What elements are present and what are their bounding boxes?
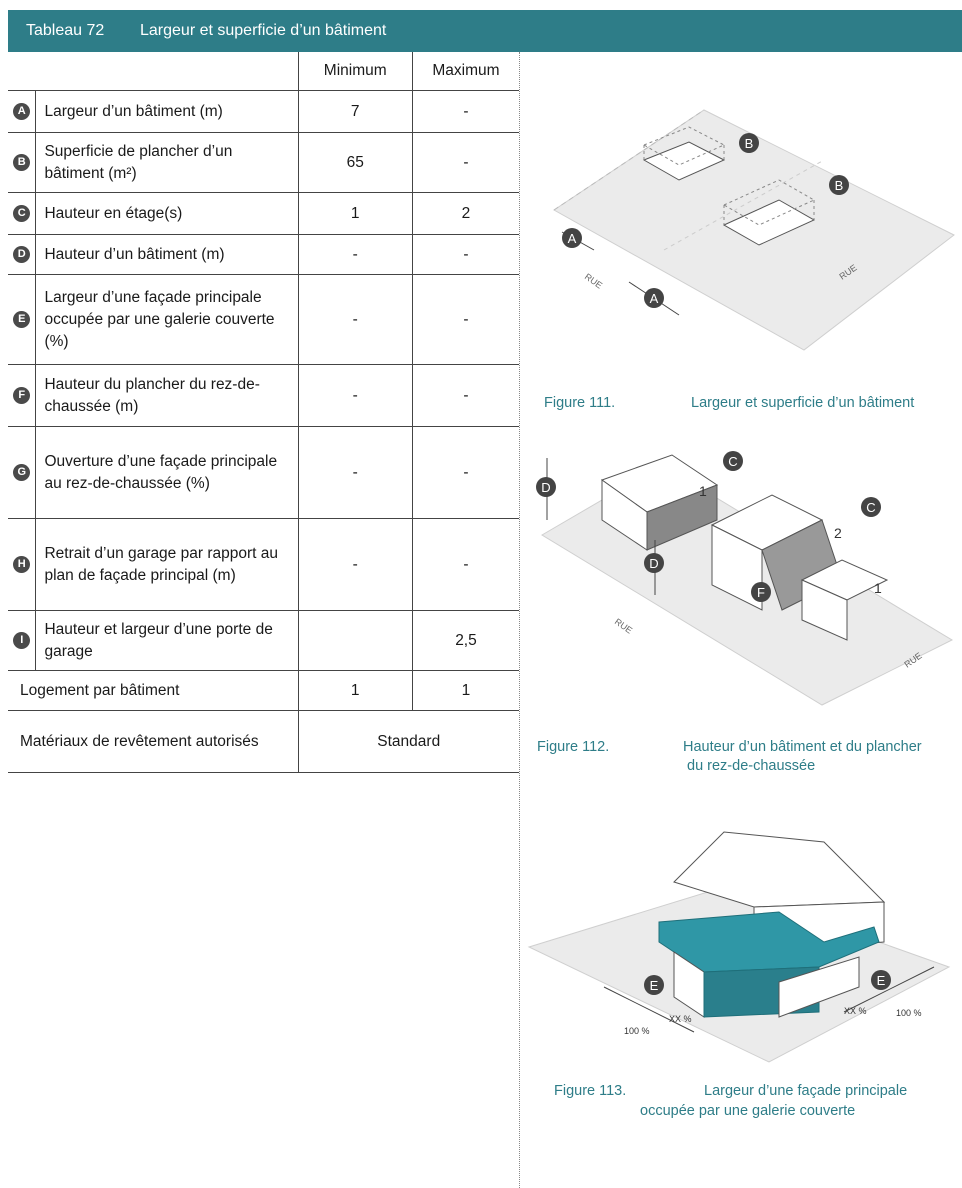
table-row xyxy=(8,235,519,275)
row-max: - xyxy=(412,91,519,133)
column-divider xyxy=(519,52,520,1188)
row-label: Hauteur en étage(s) xyxy=(36,193,298,235)
row-min: - xyxy=(298,275,412,365)
letter-badge-a: A xyxy=(13,103,30,120)
row-min: - xyxy=(298,427,412,519)
fig113-xx: XX % xyxy=(669,1014,692,1024)
row-min: - xyxy=(298,519,412,611)
fig112-two: 2 xyxy=(834,525,842,541)
table-row xyxy=(8,193,519,235)
row-max: - xyxy=(412,235,519,275)
table-row xyxy=(8,133,519,193)
fig113-hundred2: 100 % xyxy=(896,1008,922,1018)
table-row-materiaux xyxy=(8,711,519,773)
row-max: - xyxy=(412,365,519,427)
letter-badge-g: G xyxy=(13,464,30,481)
fig112-label-d2: D xyxy=(649,556,659,571)
fig112-rue: RUE xyxy=(612,616,635,636)
header-empty-cell xyxy=(8,52,298,91)
row-label: Superficie de plancher d’un bâtiment (m²) xyxy=(36,133,298,193)
row-max: 2,5 xyxy=(412,611,519,671)
logement-min: 1 xyxy=(298,671,412,711)
row-label: Hauteur d’un bâtiment (m) xyxy=(36,235,298,275)
materiaux-label: Matériaux de revêtement autorisés xyxy=(8,711,298,773)
fig113-hundred: 100 % xyxy=(624,1026,650,1036)
letter-badge-h: H xyxy=(13,556,30,573)
fig113-xx2: XX % xyxy=(844,1006,867,1016)
letter-badge-f: F xyxy=(13,387,30,404)
figure-113-text-l2: occupée par une galerie couverte xyxy=(640,1103,856,1119)
row-max: 2 xyxy=(412,193,519,235)
row-label: Ouverture d’une façade principale au rez-de-chaussée (%) xyxy=(36,427,298,519)
fig112-rue2: RUE xyxy=(902,650,924,670)
fig111-rue2: RUE xyxy=(837,262,859,282)
row-min: 65 xyxy=(298,133,412,193)
figure-111-illustration xyxy=(524,60,960,360)
row-min: 7 xyxy=(298,91,412,133)
figure-113-text-l1: Largeur d’une façade principale xyxy=(704,1083,908,1099)
table-row xyxy=(8,427,519,519)
row-max: - xyxy=(412,275,519,365)
figure-113-number: Figure 113. xyxy=(554,1083,627,1099)
row-min: - xyxy=(298,235,412,275)
fig113-label-e2: E xyxy=(876,973,886,988)
row-label: Retrait d’un garage par rapport au plan de façade principal (m) xyxy=(36,519,298,611)
fig112-one2: 1 xyxy=(874,580,882,596)
figure-112-text-l2: du rez-de-chaussée xyxy=(687,758,816,774)
table-header-row xyxy=(8,52,519,91)
figure-111-text: Largeur et superficie d’un bâtiment xyxy=(691,395,915,411)
spec-table xyxy=(8,52,519,773)
fig112-label-c: C xyxy=(728,454,738,469)
fig112-label-f: F xyxy=(757,585,765,600)
figure-112-number: Figure 112. xyxy=(537,739,610,755)
fig111-rue: RUE xyxy=(582,271,605,291)
row-max: - xyxy=(412,519,519,611)
fig111-label-a2: A xyxy=(649,291,659,306)
header-minimum: Minimum xyxy=(298,52,412,91)
letter-badge-i: I xyxy=(13,632,30,649)
fig112-one: 1 xyxy=(699,483,707,499)
fig111-label-b: B xyxy=(744,136,754,151)
letter-badge-c: C xyxy=(13,205,30,222)
header-maximum: Maximum xyxy=(412,52,519,91)
table-row xyxy=(8,519,519,611)
figure-111-number: Figure 111. xyxy=(544,395,616,411)
row-min: - xyxy=(298,365,412,427)
row-min xyxy=(298,611,412,671)
row-label: Hauteur et largeur d’une porte de garage xyxy=(36,611,298,671)
row-label: Hauteur du plancher du rez-de-chaussée (m) xyxy=(36,365,298,427)
letter-badge-e: E xyxy=(13,311,30,328)
row-label: Largeur d’une façade principale occupée par une galerie couverte (%) xyxy=(36,275,298,365)
row-label: Largeur d’un bâtiment (m) xyxy=(36,91,298,133)
table-row xyxy=(8,275,519,365)
row-min: 1 xyxy=(298,193,412,235)
table-row xyxy=(8,365,519,427)
fig113-label-e: E xyxy=(649,978,659,993)
table-row-logement xyxy=(8,671,519,711)
figure-112-text-l1: Hauteur d’un bâtiment et du plancher xyxy=(683,739,922,755)
materiaux-value: Standard xyxy=(298,711,519,773)
fig111-label-a: A xyxy=(567,231,577,246)
fig112-label-c2: C xyxy=(866,500,876,515)
fig112-label-d: D xyxy=(541,480,551,495)
letter-badge-b: B xyxy=(13,154,30,171)
row-max: - xyxy=(412,133,519,193)
fig111-label-b2: B xyxy=(834,178,844,193)
figure-113-illustration xyxy=(524,812,960,1068)
logement-max: 1 xyxy=(412,671,519,711)
logement-label: Logement par bâtiment xyxy=(8,671,298,711)
row-max: - xyxy=(412,427,519,519)
table-title: Largeur et superficie d’un bâtiment xyxy=(140,22,387,39)
table-number: Tableau 72 xyxy=(26,22,105,39)
table-row xyxy=(8,91,519,133)
letter-badge-d: D xyxy=(13,246,30,263)
figure-112-illustration xyxy=(522,420,960,710)
table-header xyxy=(8,10,962,52)
table-row xyxy=(8,611,519,671)
